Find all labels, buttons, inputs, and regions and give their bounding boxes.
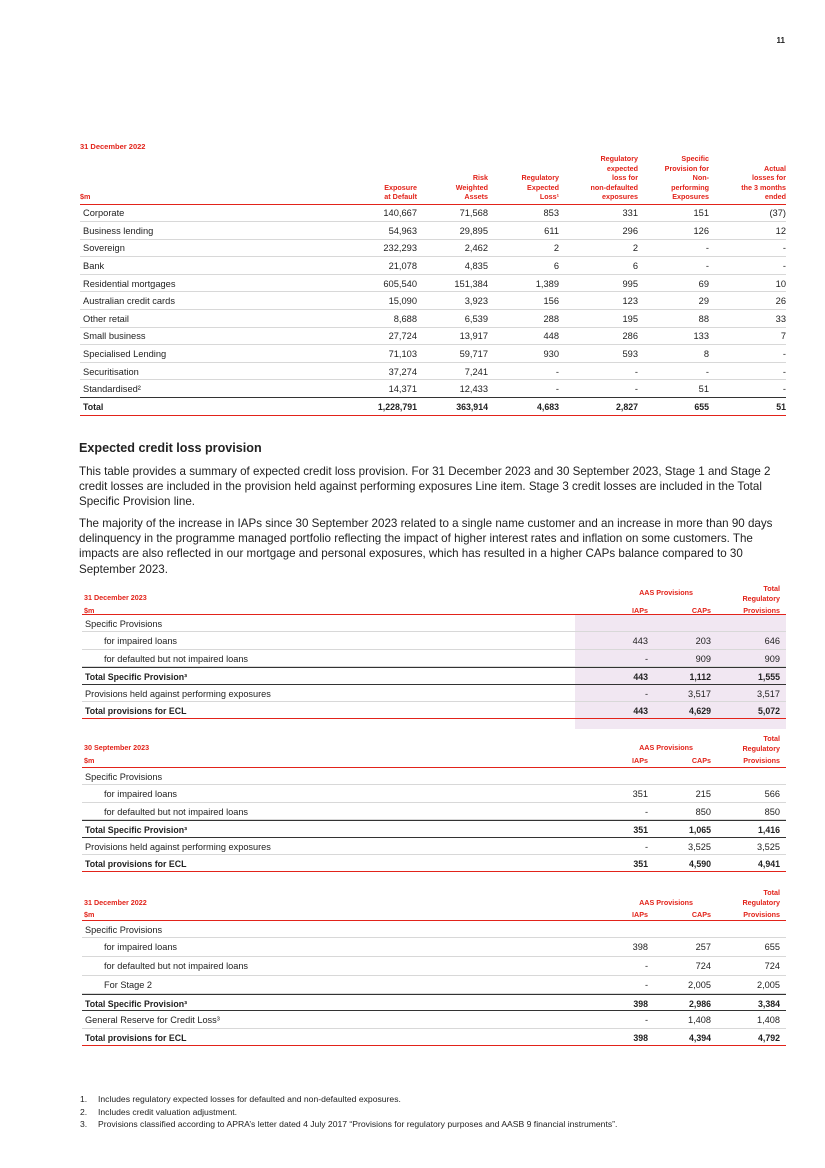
cell-actual: (37): [769, 208, 786, 219]
unit-label: $m: [84, 910, 95, 919]
cell-rwa: 29,895: [459, 225, 488, 236]
row-label: Specialised Lending: [83, 349, 167, 360]
table-row: Specific Provisions: [82, 615, 786, 632]
table-row: [80, 380, 786, 398]
table-row: [80, 345, 786, 363]
table-row: Specific Provisions: [82, 768, 786, 785]
total-row: Total Specific Provision³ 351 1,065 1,416: [82, 820, 786, 837]
cell-rel: 448: [543, 331, 559, 342]
iaps-header: IAPs: [632, 756, 648, 765]
total-header-line1: Total: [763, 584, 780, 593]
table-row: Provisions held against performing exposures - 3,525 3,525: [82, 838, 786, 855]
col-header-actual-losses: Actual losses for the 3 months ended: [741, 163, 786, 201]
row-label: Securitisation: [83, 366, 139, 377]
cell-actual: -: [782, 243, 786, 254]
table-row: Provisions held against performing exposures - 3,517 3,517: [82, 685, 786, 702]
cell-ead: 71,103: [388, 349, 417, 360]
cell-spec: 29: [698, 296, 709, 307]
cell-reg: 195: [622, 313, 638, 324]
row-label: Other retail: [83, 313, 129, 324]
cell-rel: 1,389: [535, 278, 559, 289]
cell-rel: 611: [544, 225, 559, 236]
row-label: Standardised²: [83, 384, 141, 395]
cell-spec: 69: [698, 278, 709, 289]
page-number: 11: [776, 36, 785, 45]
table-date: 31 December 2022: [84, 898, 147, 907]
row-label: Corporate: [83, 208, 125, 219]
cell-actual: -: [782, 261, 786, 272]
cell-actual: 51: [776, 401, 786, 412]
exposure-table: [80, 142, 786, 416]
cell-spec: -: [705, 243, 709, 254]
cell-actual: -: [782, 366, 786, 377]
total-row: Total provisions for ECL 398 4,394 4,792: [82, 1029, 786, 1046]
cell-actual: 33: [775, 313, 786, 324]
cell-reg: 123: [622, 296, 638, 307]
cell-rel: -: [555, 366, 559, 377]
cell-reg: 331: [622, 208, 638, 219]
row-label: Residential mortgages: [83, 278, 176, 289]
cell-ead: 37,274: [388, 366, 417, 377]
table-date: 30 September 2023: [84, 743, 150, 752]
col-header-ead: Exposure at Default: [384, 182, 417, 201]
cell-spec: 655: [694, 401, 709, 412]
table-date: 31 December 2022: [80, 142, 146, 151]
total-header-line3: Provisions: [743, 606, 780, 615]
table-row: [80, 274, 786, 292]
cell-ead: 1,228,791: [377, 401, 417, 412]
cell-rwa: 6,539: [464, 313, 488, 324]
cell-rel: 4,683: [536, 401, 559, 412]
aas-provisions-header: AAS Provisions: [639, 743, 693, 752]
row-label: Australian credit cards: [83, 296, 175, 307]
cell-reg: 2: [632, 243, 638, 254]
total-row: Total Specific Provision³ 398 2,986 3,384: [82, 994, 786, 1011]
iaps-header: IAPs: [632, 606, 648, 615]
cell-ead: 140,667: [383, 208, 417, 219]
total-header-line3: Provisions: [743, 756, 780, 765]
cell-rwa: 4,835: [464, 261, 488, 272]
row-label: Bank: [83, 261, 105, 272]
table-row: [80, 362, 786, 380]
section-heading: Expected credit loss provision: [79, 441, 262, 455]
table-header: [82, 735, 786, 768]
cell-ead: 14,371: [388, 384, 417, 395]
footnote: 3. Provisions classified according to APRA’s letter dated 4 July 2017 “Provisions for regulatory purposes and AASB 9 financial instruments”.: [80, 1119, 618, 1130]
table-row: [80, 204, 786, 222]
cell-spec: 51: [698, 384, 709, 395]
cell-rwa: 71,568: [459, 208, 488, 219]
table-row: for impaired loans 398 257 655: [82, 938, 786, 957]
table-date: 31 December 2023: [84, 593, 147, 602]
cell-rwa: 3,923: [464, 296, 488, 307]
cell-ead: 8,688: [393, 313, 417, 324]
table-header: [82, 582, 786, 615]
cell-ead: 21,078: [388, 261, 417, 272]
table-row: for impaired loans 351 215 566: [82, 785, 786, 802]
cell-ead: 27,724: [388, 331, 417, 342]
cell-spec: 133: [693, 331, 709, 342]
cell-ead: 605,540: [383, 278, 417, 289]
footnote: 2. Includes credit valuation adjustment.: [80, 1106, 238, 1117]
cell-rel: 288: [543, 313, 559, 324]
unit-label: $m: [84, 606, 95, 615]
col-header-specific-provision: Specific Provision for Non- performing Exposures: [664, 154, 709, 201]
total-header-line2: Regulatory: [742, 594, 780, 603]
cell-rel: 853: [543, 208, 559, 219]
footnotes: [80, 1093, 617, 1131]
cell-spec: 88: [698, 313, 709, 324]
cell-reg: 6: [632, 261, 638, 272]
table-row: [80, 292, 786, 310]
aas-provisions-header: AAS Provisions: [639, 898, 693, 907]
cell-actual: 12: [775, 225, 786, 236]
cell-spec: -: [705, 261, 709, 272]
cell-rwa: 2,462: [464, 243, 488, 254]
table-row: [80, 327, 786, 345]
cell-reg: 2,827: [615, 401, 638, 412]
cell-rwa: 7,241: [464, 366, 488, 377]
cell-reg: 296: [622, 225, 638, 236]
cell-reg: 593: [622, 349, 638, 360]
aas-provisions-header: AAS Provisions: [639, 588, 693, 597]
cell-actual: -: [782, 349, 786, 360]
cell-spec: 8: [703, 349, 709, 360]
iaps-header: IAPs: [632, 910, 648, 919]
table-row: [80, 239, 786, 257]
cell-rel: -: [555, 384, 559, 395]
total-row: Total Specific Provision³ 443 1,112 1,555: [82, 667, 786, 684]
table-row: for impaired loans 443 203 646: [82, 632, 786, 649]
cell-spec: -: [705, 366, 709, 377]
total-row: Total provisions for ECL 443 4,629 5,072: [82, 702, 786, 719]
unit-label: $m: [84, 756, 95, 765]
caps-header: CAPs: [691, 756, 711, 765]
table-row: for defaulted but not impaired loans - 724 724: [82, 957, 786, 976]
cell-reg: 286: [622, 331, 638, 342]
col-header-reg-nondefaulted: Regulatory expected loss for non-defaulted exposures: [590, 154, 638, 201]
cell-rwa: 13,917: [459, 331, 488, 342]
table-row: General Reserve for Credit Loss³ - 1,408 1,408: [82, 1011, 786, 1028]
cell-rel: 930: [543, 349, 559, 360]
table-row: [80, 310, 786, 328]
total-row: Total provisions for ECL 351 4,590 4,941: [82, 855, 786, 872]
cell-reg: -: [634, 366, 638, 377]
row-label: Sovereign: [83, 243, 125, 254]
cell-rwa: 59,717: [459, 349, 488, 360]
cell-reg: 995: [622, 278, 638, 289]
cell-rel: 156: [543, 296, 559, 307]
table-row: Specific Provisions: [82, 921, 786, 938]
table-header-row: [80, 154, 786, 204]
ecl-table-dec-2023: [82, 582, 786, 719]
cell-ead: 54,963: [388, 225, 417, 236]
cell-reg: -: [634, 384, 638, 395]
row-label: Total: [83, 401, 104, 412]
caps-header: CAPs: [691, 910, 711, 919]
cell-rwa: 12,433: [459, 384, 488, 395]
paragraph: This table provides a summary of expected credit loss provision. For 31 December 2023 and 30 September 2023, Stage 1 and Stage 2 credit losses are included in the provision held against performing exposures Line item. Stage 3 credit losses are included in the Total Specific Provision line.: [79, 465, 771, 509]
total-header-line3: Provisions: [743, 910, 780, 919]
total-header-line1: Total: [763, 888, 780, 897]
row-label: Small business: [83, 331, 146, 342]
cell-actual: -: [782, 384, 786, 395]
total-header-line2: Regulatory: [742, 898, 780, 907]
cell-rwa: 363,914: [456, 401, 488, 412]
ecl-table-sep-2023: [82, 735, 786, 872]
cell-rwa: 151,384: [454, 278, 488, 289]
table-row: for defaulted but not impaired loans - 909 909: [82, 650, 786, 667]
cell-ead: 15,090: [388, 296, 417, 307]
total-header-line2: Regulatory: [742, 744, 780, 753]
total-header-line1: Total: [763, 734, 780, 743]
cell-spec: 151: [693, 208, 709, 219]
cell-actual: 7: [780, 331, 786, 342]
table-header: [82, 888, 786, 921]
cell-spec: 126: [693, 225, 709, 236]
col-header-unit: $m: [80, 192, 91, 201]
cell-actual: 26: [775, 296, 786, 307]
ecl-table-dec-2022: [82, 888, 786, 1046]
table-row: [80, 257, 786, 275]
table-row: [80, 222, 786, 240]
col-header-rel: Regulatory Expected Loss¹: [521, 173, 559, 201]
col-header-rwa: Risk Weighted Assets: [455, 173, 488, 201]
footnote: 1. Includes regulatory expected losses for defaulted and non-defaulted exposures.: [80, 1094, 401, 1104]
total-row: [80, 398, 786, 416]
cell-rel: 6: [553, 261, 559, 272]
table-row: for defaulted but not impaired loans - 850 850: [82, 803, 786, 820]
paragraph: The majority of the increase in IAPs since 30 September 2023 related to a single name customer and an increase in more than 90 days delinquency in the programme managed portfolio reflecting the impact of higher interest rates and inflation on some customers. The impacts are also reflected in our mortgage and personal exposures, which has resulted in a higher CAPs balance compared to 30 September 2023.: [79, 517, 773, 576]
caps-header: CAPs: [691, 606, 711, 615]
cell-ead: 232,293: [383, 243, 417, 254]
cell-rel: 2: [553, 243, 559, 254]
table-row: For Stage 2 - 2,005 2,005: [82, 976, 786, 993]
cell-actual: 10: [775, 278, 786, 289]
row-label: Business lending: [83, 225, 154, 236]
